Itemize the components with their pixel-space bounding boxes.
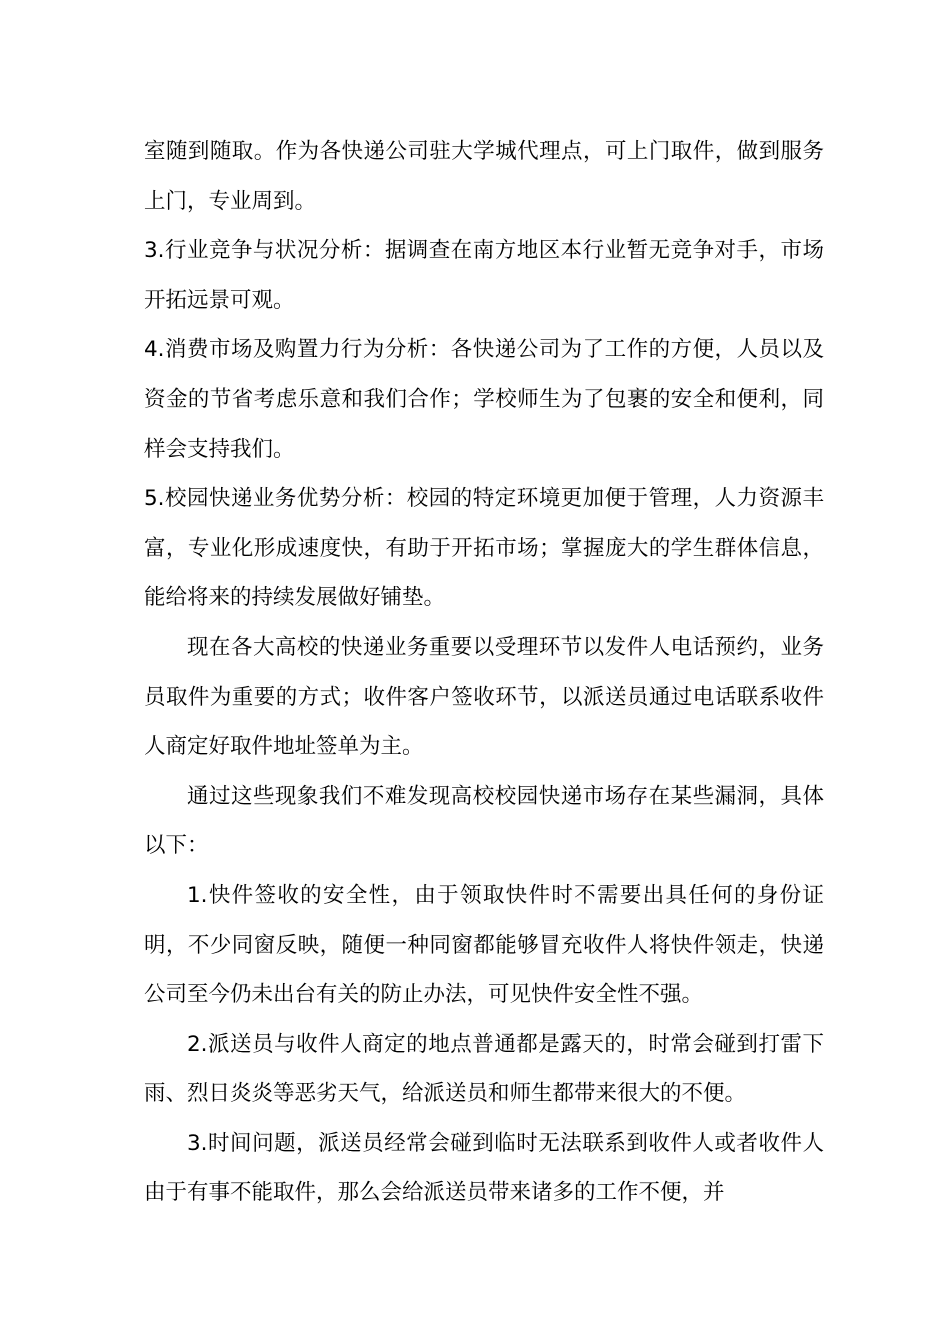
paragraph-issue-security: 1.快件签收的安全性，由于领取快件时不需要出具任何的身份证明，不少同窗反映，随便一种同窗都能够冒充收件人将快件领走，快递公司至今仍未出台有关的防止办法，可见快件安全性不强。 bbox=[144, 882, 824, 1008]
document-body bbox=[144, 127, 824, 1218]
paragraph-issue-location: 2.派送员与收件人商定的地点普通都是露天的，时常会碰到打雷下雨、烈日炎炎等恶劣天气，给派送员和师生都带来很大的不便。 bbox=[144, 1031, 824, 1107]
paragraph-industry-competition: 3.行业竞争与状况分析：据调查在南方地区本行业暂无竞争对手，市场开拓远景可观。 bbox=[144, 238, 824, 313]
paragraph-continuation: 室随到随取。作为各快递公司驻大学城代理点，可上门取件，做到服务上门，专业周到。 bbox=[144, 139, 824, 214]
paragraph-current-situation: 现在各大高校的快递业务重要以受理环节以发件人电话预约，业务员取件为重要的方式；收件客户签收环节，以派送员通过电话联系收件人商定好取件地址签单为主。 bbox=[144, 634, 824, 760]
paragraph-issue-time: 3.时间问题，派送员经常会碰到临时无法联系到收件人或者收件人由于有事不能取件，那么会给派送员带来诸多的工作不便，并 bbox=[144, 1130, 824, 1206]
paragraph-loopholes-intro: 通过这些现象我们不难发现高校校园快递市场存在某些漏洞，具体以下： bbox=[144, 783, 824, 859]
paragraph-campus-advantage: 5.校园快递业务优势分析：校园的特定环境更加便于管理，人力资源丰富，专业化形成速度快，有助于开拓市场；掌握庞大的学生群体信息，能给将来的持续发展做好铺垫。 bbox=[144, 486, 824, 611]
paragraph-consumer-market: 4.消费市场及购置力行为分析：各快递公司为了工作的方便，人员以及资金的节省考虑乐意和我们合作；学校师生为了包裹的安全和便利，同样会支持我们。 bbox=[144, 337, 824, 462]
